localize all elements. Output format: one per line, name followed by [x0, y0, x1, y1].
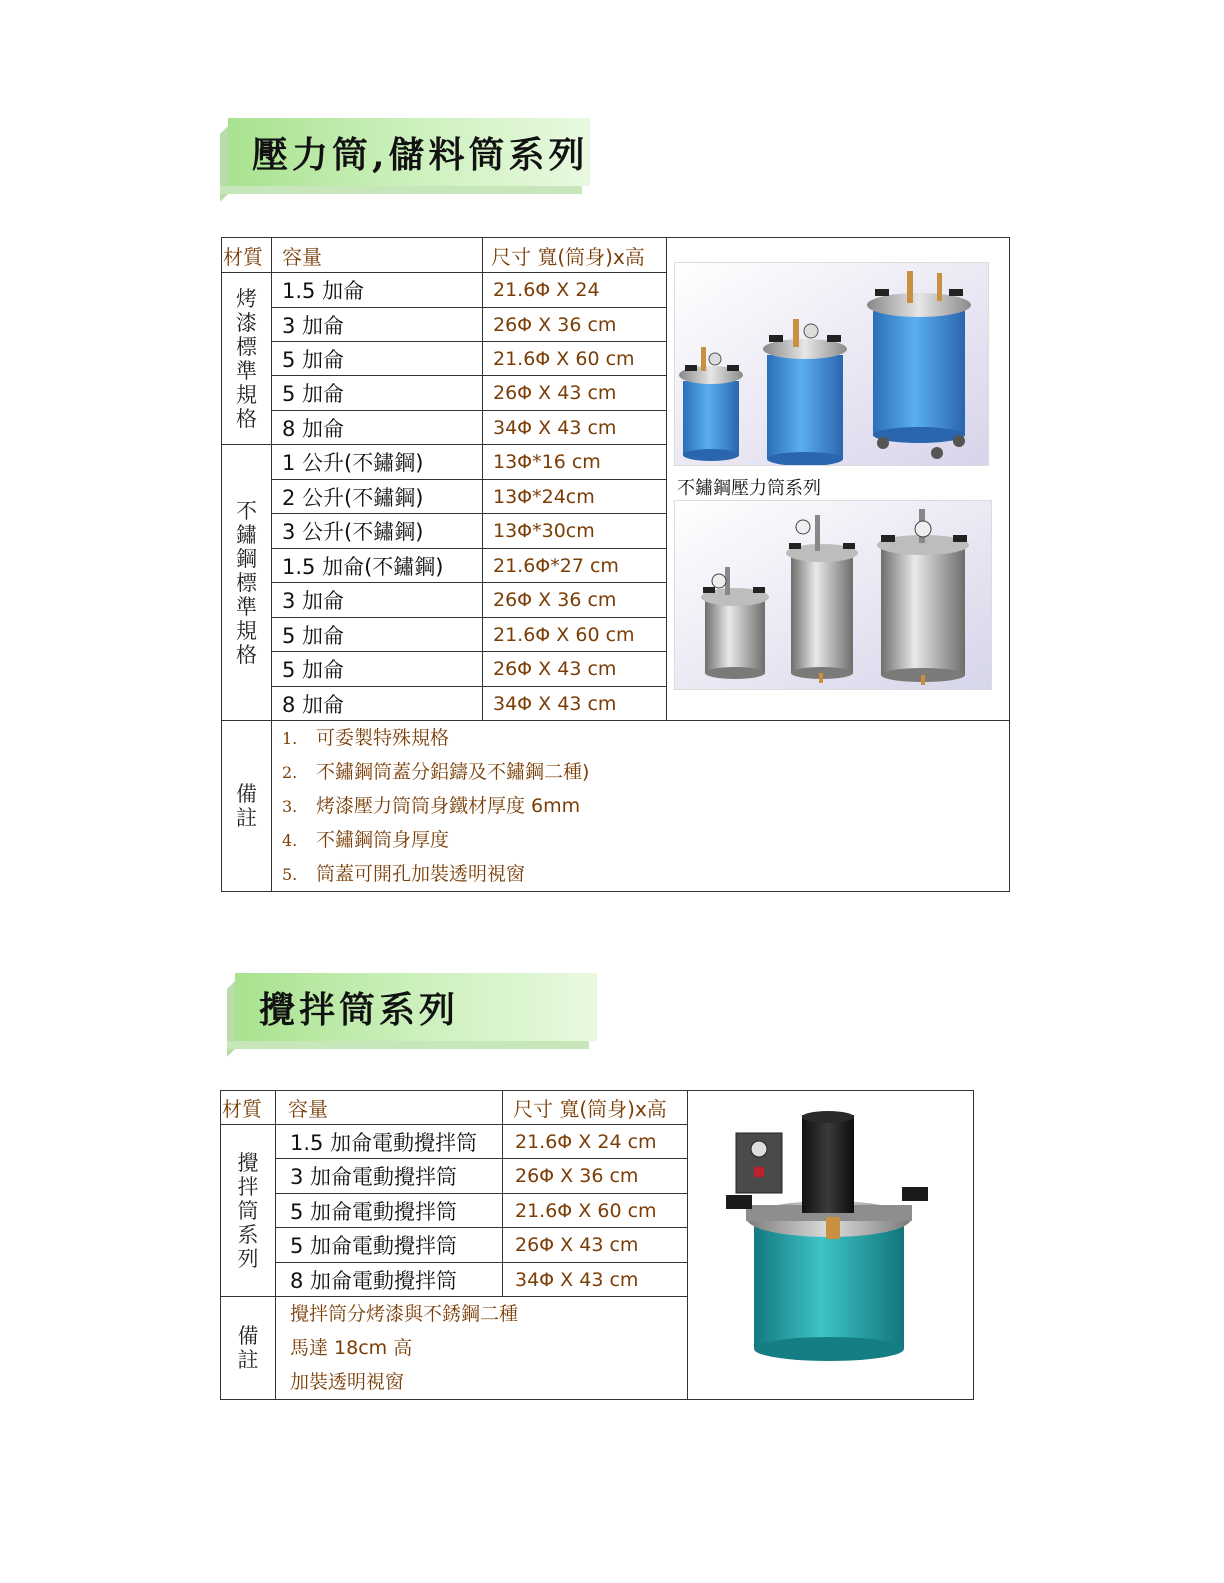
capacity-cell: 5 加侖: [272, 376, 483, 411]
remarks-label: [221, 1297, 276, 1400]
size-cell: 21.6Φ X 60 cm: [483, 342, 667, 376]
header-capacity: 容量: [272, 238, 483, 273]
capacity-cell: 1.5 加侖(不鏽鋼): [272, 549, 483, 583]
remark-item: 攪拌筒分烤漆與不銹鋼二種: [290, 1303, 519, 1325]
remark-item: 1. 可委製特殊規格: [282, 727, 450, 749]
vertical-label: 備 註: [237, 1324, 259, 1372]
size-cell: 26Φ X 36 cm: [483, 583, 667, 618]
capacity-cell: 1.5 加侖電動攪拌筒: [276, 1125, 503, 1159]
capacity-cell: 5 加侖電動攪拌筒: [276, 1194, 503, 1228]
size-cell: 21.6Φ X 24 cm: [503, 1125, 688, 1159]
vertical-label: 攪 拌 筒 系 列: [237, 1150, 259, 1271]
section1-title: 壓力筒,儲料筒系列: [252, 133, 589, 176]
vertical-label: 烤 漆 標 準 規 格: [236, 286, 257, 431]
electric-mixer-tank-photo: [726, 1109, 932, 1365]
size-cell: 13Φ*24cm: [483, 480, 667, 514]
size-cell: 21.6Φ*27 cm: [483, 549, 667, 583]
remarks-label: [222, 721, 272, 892]
remark-item: 2. 不鏽鋼筒蓋分鋁鑄及不鏽鋼二種): [282, 761, 590, 783]
remark-item: 4. 不鏽鋼筒身厚度: [282, 829, 450, 851]
size-cell: 21.6Φ X 60 cm: [483, 618, 667, 652]
remarks-list: [272, 721, 1010, 892]
capacity-cell: 5 加侖: [272, 342, 483, 376]
size-cell: 34Φ X 43 cm: [503, 1263, 688, 1297]
size-cell: 13Φ*30cm: [483, 514, 667, 549]
capacity-cell: 5 加侖電動攪拌筒: [276, 1228, 503, 1263]
size-cell: 26Φ X 43 cm: [503, 1228, 688, 1263]
capacity-cell: 3 公升(不鏽鋼): [272, 514, 483, 549]
capacity-cell: 1 公升(不鏽鋼): [272, 445, 483, 480]
stainless-tank-caption: 不鏽鋼壓力筒系列: [674, 474, 824, 500]
capacity-cell: 5 加侖: [272, 652, 483, 687]
section2-title: 攪拌筒系列: [259, 988, 460, 1031]
remark-item: 加裝透明視窗: [290, 1371, 405, 1393]
remark-item: 5. 筒蓋可開孔加裝透明視窗: [282, 863, 526, 885]
vertical-label: 不 鏽 鋼 標 準 規 格: [236, 498, 257, 667]
header-material: 材質: [222, 238, 272, 273]
remark-item: 馬達 18cm 高: [290, 1337, 413, 1359]
material-painted: [222, 273, 272, 445]
size-cell: 26Φ X 43 cm: [483, 652, 667, 687]
capacity-cell: 8 加侖電動攪拌筒: [276, 1263, 503, 1297]
capacity-cell: 8 加侖: [272, 411, 483, 445]
pressure-tank-spec-table: [221, 237, 1010, 892]
size-cell: 26Φ X 43 cm: [483, 376, 667, 411]
size-cell: 34Φ X 43 cm: [483, 411, 667, 445]
size-cell: 21.6Φ X 60 cm: [503, 1194, 688, 1228]
capacity-cell: 3 加侖電動攪拌筒: [276, 1159, 503, 1194]
header-material: 材質: [221, 1091, 276, 1125]
size-cell: 21.6Φ X 24: [483, 273, 667, 308]
size-cell: 13Φ*16 cm: [483, 445, 667, 480]
mixer-photo-cell: [688, 1091, 974, 1400]
capacity-cell: 5 加侖: [272, 618, 483, 652]
remark-item: 3. 烤漆壓力筒筒身鐵材厚度 6mm: [282, 795, 581, 817]
capacity-cell: 2 公升(不鏽鋼): [272, 480, 483, 514]
material-mixer: [221, 1125, 276, 1297]
capacity-cell: 3 加侖: [272, 583, 483, 618]
vertical-label: 備 註: [236, 782, 257, 830]
capacity-cell: 1.5 加侖: [272, 273, 483, 308]
size-cell: 26Φ X 36 cm: [503, 1159, 688, 1194]
header-size: 尺寸 寬(筒身)x高: [483, 238, 667, 273]
remarks-list: [276, 1297, 688, 1400]
header-size: 尺寸 寬(筒身)x高: [503, 1091, 688, 1125]
stainless-pressure-tank-photo: [674, 500, 992, 690]
header-capacity: 容量: [276, 1091, 503, 1125]
product-photos-cell: [667, 238, 1010, 721]
material-stainless: [222, 445, 272, 721]
size-cell: 34Φ X 43 cm: [483, 687, 667, 721]
section2-title-banner: [235, 973, 597, 1041]
section1-title-banner: [228, 118, 590, 186]
size-cell: 26Φ X 36 cm: [483, 308, 667, 342]
capacity-cell: 8 加侖: [272, 687, 483, 721]
capacity-cell: 3 加侖: [272, 308, 483, 342]
mixer-tank-spec-table: [220, 1090, 974, 1400]
painted-pressure-tank-photo: [674, 262, 989, 466]
